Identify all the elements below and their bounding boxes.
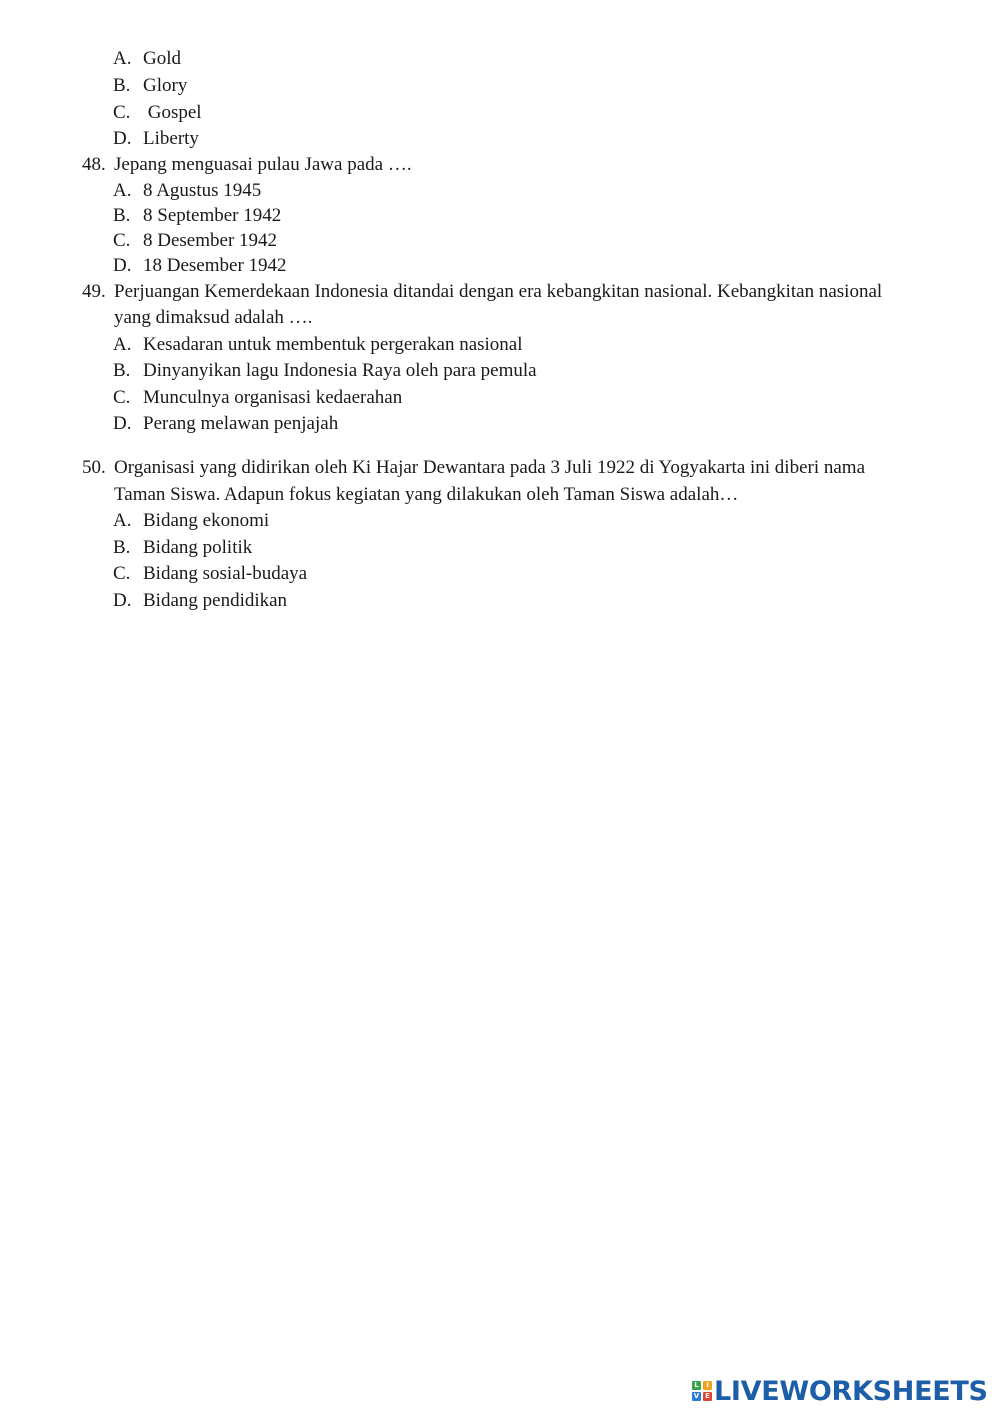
q47-option-b	[113, 75, 187, 97]
option-text: Bidang ekonomi	[143, 510, 270, 531]
question-number: 50.	[82, 457, 106, 478]
option-letter: D.	[113, 590, 132, 611]
option-text: Glory	[143, 75, 188, 96]
option-text: 8 September 1942	[143, 205, 282, 226]
question-text: Perjuangan Kemerdekaan Indonesia ditandai dengan era kebangkitan nasional. Kebangkitan nasional	[114, 281, 883, 302]
option-text: Munculnya organisasi kedaerahan	[143, 387, 403, 408]
option-text: 8 Agustus 1945	[143, 180, 262, 201]
option-letter: C.	[113, 563, 131, 584]
logo-tile-i: I	[703, 1381, 712, 1390]
liveworksheets-logo-text: LIVEWORKSHEETS	[714, 1375, 988, 1407]
option-letter: A.	[113, 334, 132, 355]
q47-option-a	[113, 48, 181, 70]
question-text: Organisasi yang didirikan oleh Ki Hajar Dewantara pada 3 Juli 1922 di Yogyakarta ini diberi nama	[114, 457, 866, 478]
option-letter: D.	[113, 413, 132, 434]
option-text: 18 Desember 1942	[143, 255, 287, 276]
option-letter: C.	[113, 387, 131, 408]
logo-tile-e: E	[703, 1392, 712, 1401]
q49-question	[82, 281, 882, 303]
logo-tile-l: L	[692, 1381, 701, 1390]
option-text: Perang melawan penjajah	[143, 413, 339, 434]
option-text: Bidang politik	[143, 537, 253, 558]
option-text: Gospel	[143, 102, 202, 123]
option-letter: B.	[113, 205, 131, 226]
q49-option-a	[113, 334, 523, 356]
option-letter: A.	[113, 510, 132, 531]
q48-option-c	[113, 230, 277, 252]
option-letter: A.	[113, 180, 132, 201]
liveworksheets-logo-mark	[692, 1381, 712, 1401]
option-text: Liberty	[143, 128, 199, 149]
q50-option-c	[113, 563, 307, 585]
option-letter: B.	[113, 360, 131, 381]
option-text: 8 Desember 1942	[143, 230, 278, 251]
q50-question-continuation	[114, 484, 738, 506]
q50-option-b	[113, 537, 252, 559]
q47-option-d	[113, 128, 199, 150]
q47-option-c	[113, 102, 202, 124]
option-letter: B.	[113, 537, 131, 558]
q50-question	[82, 457, 865, 479]
q50-option-a	[113, 510, 269, 532]
question-text: yang dimaksud adalah ….	[114, 307, 313, 328]
q50-option-d	[113, 590, 287, 612]
option-text: Dinyanyikan lagu Indonesia Raya oleh para pemula	[143, 360, 537, 381]
q48-option-d	[113, 255, 287, 277]
q48-option-b	[113, 205, 281, 227]
option-letter: A.	[113, 48, 132, 69]
q49-question-continuation	[114, 307, 312, 329]
option-letter: C.	[113, 230, 131, 251]
liveworksheets-logo	[692, 1376, 988, 1406]
option-text: Kesadaran untuk membentuk pergerakan nasional	[143, 334, 523, 355]
option-text: Bidang sosial-budaya	[143, 563, 308, 584]
option-letter: B.	[113, 75, 131, 96]
question-text: Taman Siswa. Adapun fokus kegiatan yang dilakukan oleh Taman Siswa adalah…	[114, 484, 739, 505]
q48-option-a	[113, 180, 261, 202]
question-number: 49.	[82, 281, 106, 302]
question-number: 48.	[82, 154, 106, 175]
q49-option-b	[113, 360, 537, 382]
option-letter: D.	[113, 128, 132, 149]
logo-tile-v: V	[693, 1392, 700, 1400]
q49-option-c	[113, 387, 402, 409]
option-letter: C.	[113, 102, 131, 123]
option-text: Gold	[143, 48, 181, 69]
option-text: Bidang pendidikan	[143, 590, 288, 611]
q49-option-d	[113, 413, 338, 435]
option-letter: D.	[113, 255, 132, 276]
question-text: Jepang menguasai pulau Jawa pada ….	[114, 154, 412, 175]
q48-question	[82, 154, 412, 176]
